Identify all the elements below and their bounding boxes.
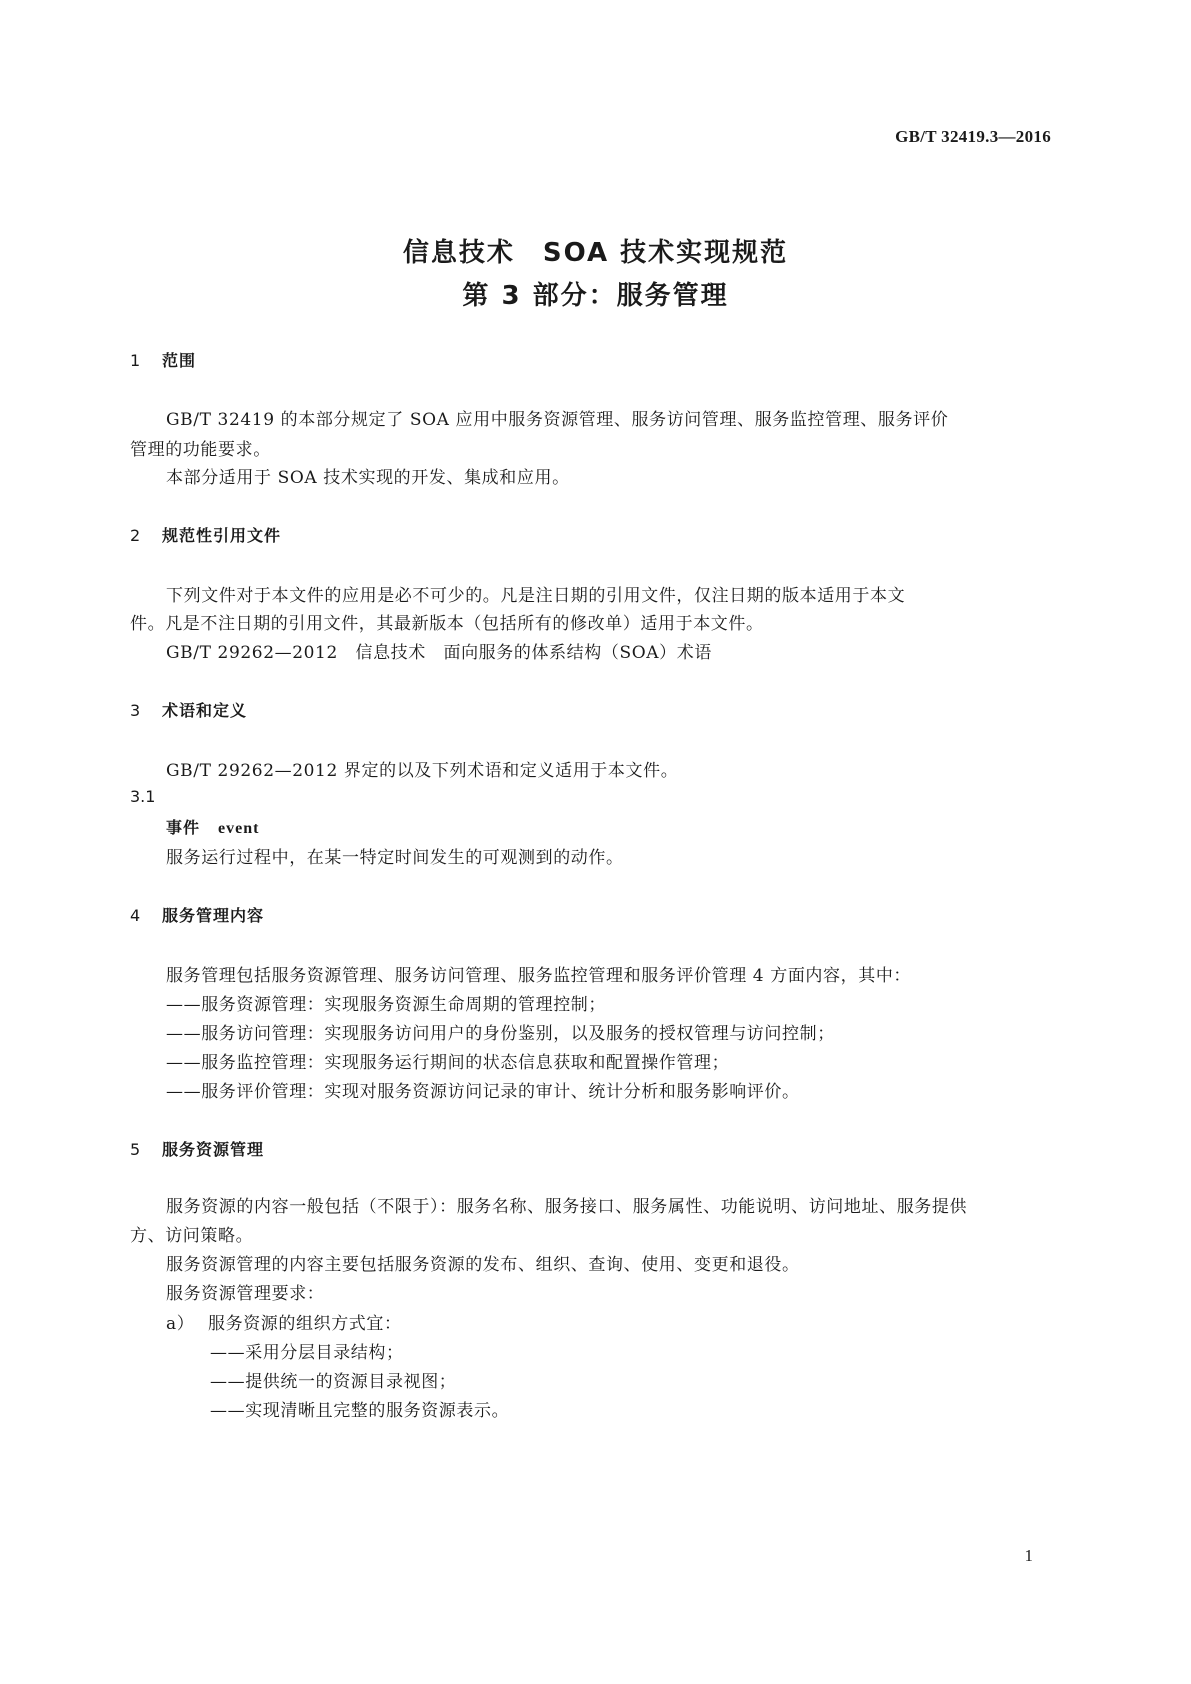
sub-list-item: ——实现清晰且完整的服务资源表示。 [210,1401,510,1421]
term-english: event [218,820,260,837]
term-chinese: 事件 [166,818,201,837]
paragraph: 本部分适用于 SOA 技术实现的开发、集成和应用。 [166,468,570,488]
paragraph-continuation: 方、访问策略。 [130,1226,254,1246]
list-item: ——服务访问管理：实现服务访问用户的身份鉴别，以及服务的授权管理与访问控制； [166,1024,835,1044]
section-number: 2 [130,526,142,545]
list-marker: a） [166,1314,195,1334]
section-title: 服务管理内容 [162,906,265,925]
paragraph-continuation: 件。凡是不注日期的引用文件，其最新版本（包括所有的修改单）适用于本文件。 [130,614,764,634]
sub-list-item: ——提供统一的资源目录视图； [210,1372,457,1392]
document-title: 信息技术 SOA 技术实现规范 [402,238,789,268]
paragraph-continuation: 管理的功能要求。 [130,440,271,460]
section-5-heading [130,1137,264,1160]
term-definition: 服务运行过程中，在某一特定时间发生的可观测到的动作。 [166,848,624,868]
section-title: 范围 [162,351,197,370]
list-item: ——服务评价管理：实现对服务资源访问记录的审计、统计分析和服务影响评价。 [166,1082,800,1102]
sub-list-item: ——采用分层目录结构； [210,1343,404,1363]
lettered-list-item [166,1309,402,1334]
list-item: ——服务资源管理：实现服务资源生命周期的管理控制； [166,995,606,1015]
document-subtitle: 第 3 部分：服务管理 [462,281,729,311]
section-2-heading [130,523,281,546]
section-title: 服务资源管理 [162,1140,265,1159]
section-3-heading [130,698,247,721]
paragraph: 服务资源的内容一般包括（不限于）：服务名称、服务接口、服务属性、功能说明、访问地址、服务提供 [166,1197,968,1217]
paragraph: 下列文件对于本文件的应用是必不可少的。凡是注日期的引用文件，仅注日期的版本适用于本文 [166,586,906,606]
paragraph: GB/T 32419 的本部分规定了 SOA 应用中服务资源管理、服务访问管理、服务监控管理、服务评价 [166,410,949,430]
paragraph: 服务资源管理要求： [166,1284,325,1304]
normative-reference: GB/T 29262—2012 信息技术 面向服务的体系结构（SOA）术语 [166,643,712,663]
list-item: ——服务监控管理：实现服务运行期间的状态信息获取和配置操作管理； [166,1053,730,1073]
term-number: 3.1 [130,787,156,806]
paragraph: 服务管理包括服务资源管理、服务访问管理、服务监控管理和服务评价管理 4 方面内容，其中： [166,966,912,986]
section-number: 5 [130,1140,142,1159]
section-4-heading [130,903,264,926]
section-title: 术语和定义 [162,701,248,720]
standard-code: GB/T 32419.3—2016 [895,127,1051,146]
paragraph: 服务资源管理的内容主要包括服务资源的发布、组织、查询、使用、变更和退役。 [166,1255,800,1275]
section-title: 规范性引用文件 [162,526,282,545]
section-number: 3 [130,701,142,720]
section-number: 1 [130,351,142,370]
section-number: 4 [130,906,142,925]
paragraph: GB/T 29262—2012 界定的以及下列术语和定义适用于本文件。 [166,761,679,781]
list-item-text: 服务资源的组织方式宜： [208,1314,402,1334]
term-entry [166,815,259,838]
page-number: 1 [1024,1546,1033,1565]
section-1-heading [130,348,196,371]
